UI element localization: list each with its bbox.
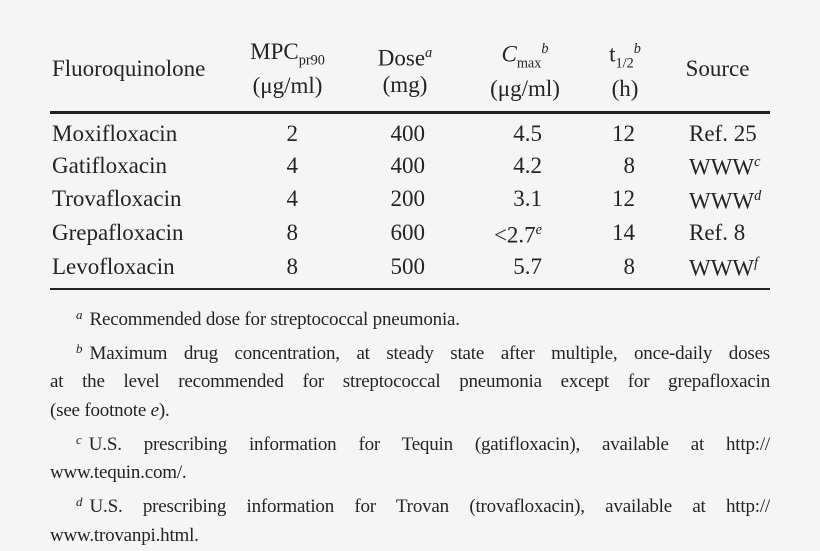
footnote-text: Maximum drug concentration, at steady state after multiple, once-daily doses: [89, 342, 770, 364]
column-header-cmax: [465, 0, 585, 113]
table-row: [50, 216, 770, 250]
footnote-text: at the level recommended for streptococcal pneumonia except for grepafloxacin: [50, 371, 770, 393]
footnote-text: www.tequin.com/.: [50, 462, 187, 484]
cell-mpc: 8: [230, 249, 345, 289]
table-row: [50, 113, 770, 149]
cell-mpc: 4: [286, 186, 298, 212]
column-header-unit: (h): [611, 76, 639, 102]
cell-cmax: 4.2: [513, 152, 542, 178]
cell-drug-name: Grepafloxacin: [52, 219, 184, 245]
table-row: [50, 182, 770, 216]
cell-drug-name: Gatifloxacin: [52, 152, 167, 178]
cell-source: Ref. 8: [689, 219, 746, 245]
cell-thalf: 14: [612, 219, 635, 245]
cell-cmax: <2.7$^e$: [493, 221, 542, 248]
cell-mpc: 2: [286, 121, 298, 147]
cell-dose: 400: [390, 121, 425, 147]
column-header-label: Dose$^a$: [377, 45, 433, 71]
cell-thalf: 12: [612, 186, 635, 212]
footnote-line: [50, 335, 770, 369]
cell-drug-name: Levofloxacin: [50, 249, 230, 289]
cell-cmax: 4.5: [513, 121, 542, 147]
footnote-line: [50, 368, 770, 397]
footnote-text: e: [150, 399, 159, 421]
cell-source: WWW$^f$: [665, 249, 770, 289]
cell-mpc: 8: [286, 219, 298, 245]
fluoroquinolone-data-table: [50, 0, 770, 290]
footnote-line: [50, 459, 770, 488]
footnote-marker: b: [76, 340, 83, 356]
column-header-unit: (μg/ml): [490, 76, 560, 102]
table-header-row: [50, 0, 770, 113]
cell-source: Ref. 25: [689, 121, 757, 147]
table-figure-body: [50, 0, 770, 551]
column-header-label: Fluoroquinolone: [52, 56, 206, 82]
cell-dose: 400: [390, 152, 425, 178]
footnote-line: [50, 488, 770, 522]
table-body: [50, 113, 770, 289]
footnote-marker: a: [76, 306, 83, 322]
footnote-text: ).: [158, 399, 170, 421]
cell-superscript: e: [535, 221, 542, 238]
column-header-fluoroquinolone: [50, 0, 230, 113]
column-header-unit: (mg): [382, 71, 428, 97]
column-header-label: $MPC_{pr90}$: [250, 38, 325, 69]
cell-dose: 500: [345, 249, 465, 289]
cell-mpc: 4: [286, 152, 298, 178]
cell-thalf: 8: [623, 152, 635, 178]
cell-thalf: 8: [585, 249, 665, 289]
column-header-thalf: [585, 0, 665, 113]
cell-superscript: f: [754, 255, 759, 272]
cell-drug-name: Moxifloxacin: [52, 121, 178, 147]
column-header-label: $t_{1/2}^b$: [609, 41, 641, 72]
footnote-text: U.S. prescribing information for Tequin (gatifloxacin), available at http://: [88, 433, 770, 455]
footnote-text: (see footnote: [50, 399, 151, 421]
column-header-dose: [345, 0, 465, 113]
cell-dose: 200: [390, 186, 425, 212]
footnote-text: www.trovanpi.html.: [50, 524, 199, 546]
column-header-source: [665, 0, 770, 113]
footnote-marker: c: [76, 431, 82, 447]
cell-drug-name: Trovafloxacin: [52, 186, 182, 212]
footnote-text: U.S. prescribing information for Trovan (trovafloxacin), available at http://: [89, 496, 770, 518]
column-header-label: $C_{max}^b$: [501, 41, 549, 72]
column-header-unit: (μg/ml): [252, 73, 323, 99]
cell-superscript: c: [754, 154, 761, 171]
column-header-mpc: [230, 0, 345, 113]
table-header: [50, 0, 770, 113]
cell-source: WWW$^c$: [689, 154, 761, 180]
footnote-line: [50, 522, 770, 551]
table-row: [50, 148, 770, 182]
cell-thalf: 12: [612, 121, 635, 147]
footnote-line: [50, 397, 770, 426]
footnote-line: [50, 301, 770, 335]
footnote-marker: d: [76, 494, 83, 510]
cell-cmax: 5.7: [465, 249, 585, 289]
cell-dose: 600: [390, 219, 425, 245]
table-row: [50, 249, 770, 289]
footnote-line: [50, 426, 770, 460]
footnote-text: Recommended dose for streptococcal pneumonia.: [89, 308, 460, 330]
footnotes: [50, 301, 770, 551]
cell-superscript: d: [754, 187, 762, 204]
column-header-label: Source: [685, 56, 750, 82]
cell-source: WWW$^d$: [689, 187, 762, 214]
cell-cmax: 3.1: [513, 186, 542, 212]
